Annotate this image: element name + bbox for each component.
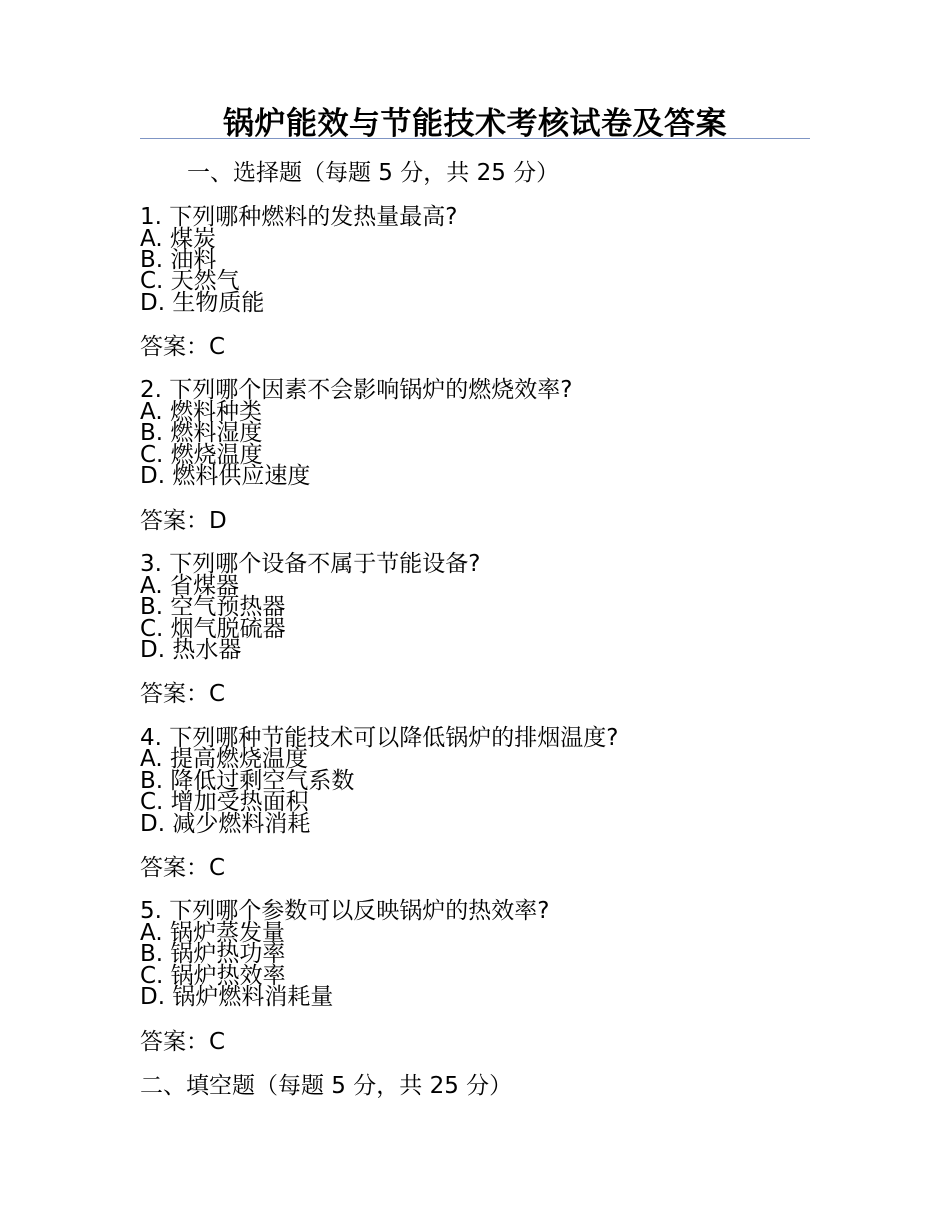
title-underline [140,138,810,139]
answer-text: 答案：D [140,508,227,534]
page-title: 锅炉能效与节能技术考核试卷及答案 [223,106,727,142]
option-b: B. 燃料湿度 [140,420,263,446]
option-a: A. 煤炭 [140,226,216,252]
option-a: A. 省煤器 [140,573,239,599]
option-c: C. 增加受热面积 [140,789,309,815]
option-b: B. 降低过剩空气系数 [140,768,355,794]
question-stem: 4. 下列哪种节能技术可以降低锅炉的排烟温度? [140,725,619,751]
option-d: D. 热水器 [140,637,242,663]
section-heading-fill: 二、填空题（每题 5 分，共 25 分） [140,1073,513,1099]
question-stem: 5. 下列哪个参数可以反映锅炉的热效率? [140,898,550,924]
option-a: A. 锅炉蒸发量 [140,920,285,946]
option-c: C. 锅炉热效率 [140,963,286,989]
answer-text: 答案：C [140,681,226,707]
option-b: B. 空气预热器 [140,594,286,620]
section-heading-choice: 一、选择题（每题 5 分，共 25 分） [187,160,560,186]
answer-text: 答案：C [140,855,226,881]
option-c: C. 烟气脱硫器 [140,616,286,642]
question-stem: 2. 下列哪个因素不会影响锅炉的燃烧效率? [140,377,573,403]
question-stem: 3. 下列哪个设备不属于节能设备? [140,551,481,577]
option-d: D. 生物质能 [140,290,265,316]
option-d: D. 燃料供应速度 [140,463,311,489]
option-b: B. 锅炉热功率 [140,941,286,967]
option-a: A. 提高燃烧温度 [140,746,308,772]
option-b: B. 油料 [140,247,217,273]
option-c: C. 燃烧温度 [140,442,263,468]
question-stem: 1. 下列哪种燃料的发热量最高? [140,204,458,230]
option-d: D. 锅炉燃料消耗量 [140,984,334,1010]
option-c: C. 天然气 [140,268,240,294]
answer-text: 答案：C [140,1029,226,1055]
option-d: D. 减少燃料消耗 [140,811,311,837]
option-a: A. 燃料种类 [140,399,262,425]
answer-text: 答案：C [140,334,226,360]
